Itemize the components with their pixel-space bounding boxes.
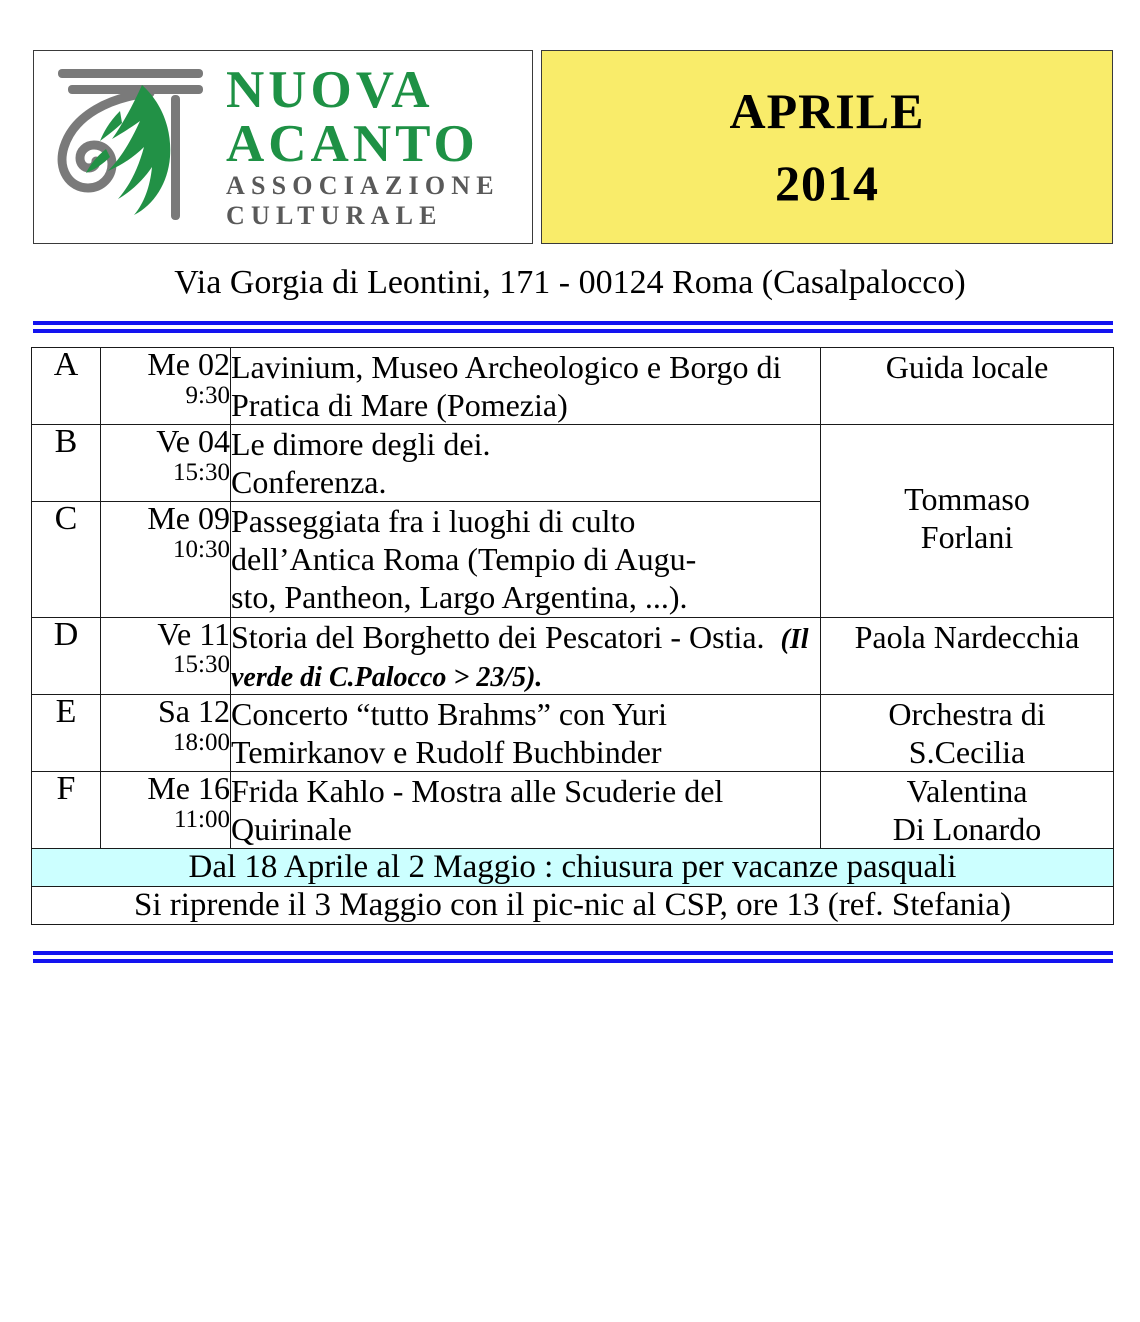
- row-day: Me 02: [147, 346, 230, 382]
- row-event-line: sto, Pantheon, Largo Argentina, ...).: [231, 579, 688, 616]
- row-time: 15:30: [173, 651, 230, 679]
- row-event: Concerto “tutto Brahms” con Yuri Temirkanov e Rudolf Buchbinder: [231, 695, 821, 772]
- logo-line-nuova: NUOVA: [226, 61, 434, 120]
- row-who: [821, 695, 1114, 772]
- restart-notice-row: [32, 887, 1114, 925]
- row-day: Sa 12: [158, 693, 230, 730]
- row-day: Me 09: [147, 500, 230, 537]
- row-time: 15:30: [173, 458, 230, 486]
- row-event-text: Storia del Borghetto dei Pescatori - Ostia.: [231, 618, 765, 655]
- row-who: [821, 425, 1114, 617]
- row-event-note: (Il verde di C.Palocco > 23/5).: [231, 623, 809, 693]
- row-event-line: Passeggiata fra i luoghi di culto: [231, 503, 636, 540]
- logo-line-associazione: ASSOCIAZIONE: [226, 171, 500, 201]
- row-who: Guida locale: [821, 348, 1114, 425]
- row-event: [231, 425, 821, 502]
- logo-line-acanto: ACANTO: [226, 115, 479, 174]
- row-time: 10:30: [173, 535, 230, 563]
- table-row: [32, 348, 1114, 425]
- row-date: [101, 425, 231, 502]
- row-who-line: Orchestra di: [888, 696, 1046, 733]
- row-date: [101, 695, 231, 772]
- year-number: 2014: [775, 155, 879, 211]
- divider-bar-lower: [33, 329, 1113, 333]
- row-time: 9:30: [185, 381, 230, 409]
- row-who-line: Valentina: [906, 773, 1028, 810]
- divider-bottom: [33, 951, 1113, 963]
- row-day: Ve 04: [156, 423, 230, 460]
- closure-notice-row: [32, 849, 1114, 887]
- table-row: [32, 425, 1114, 502]
- row-who: [821, 772, 1114, 849]
- row-time: 11:00: [173, 805, 230, 833]
- row-event: [231, 617, 821, 695]
- document-header: [33, 50, 1113, 244]
- divider-bar-lower: [33, 959, 1113, 963]
- row-day: Ve 11: [157, 615, 230, 652]
- row-date: [101, 502, 231, 617]
- logo-wordmark: [220, 63, 528, 231]
- month-name: APRILE: [729, 83, 925, 139]
- row-letter: E: [32, 695, 101, 772]
- table-row: [32, 695, 1114, 772]
- month-title-box: [541, 50, 1113, 244]
- row-who-line: Di Lonardo: [892, 811, 1042, 848]
- table-row: [32, 772, 1114, 849]
- restart-notice: Si riprende il 3 Maggio con il pic-nic al CSP, ore 13 (ref. Stefania): [32, 887, 1114, 925]
- row-event: Lavinium, Museo Archeologico e Borgo di Pratica di Mare (Pomezia): [231, 348, 821, 425]
- row-who: Paola Nardecchia: [821, 617, 1114, 695]
- row-letter: C: [32, 502, 101, 617]
- row-day: Me 16: [147, 770, 230, 807]
- row-who-line: S.Cecilia: [908, 734, 1026, 771]
- table-row: [32, 617, 1114, 695]
- address-line: Via Gorgia di Leontini, 171 - 00124 Roma (Casalpalocco): [174, 264, 966, 301]
- row-time: 18:00: [173, 728, 230, 756]
- row-date: [101, 348, 231, 425]
- row-event: [231, 502, 821, 617]
- row-event: Frida Kahlo - Mostra alle Scuderie del Quirinale: [231, 772, 821, 849]
- schedule-table: [31, 347, 1114, 925]
- divider-top: [33, 321, 1113, 333]
- logo-line-culturale: CULTURALE: [226, 201, 443, 231]
- logo-box: [33, 50, 533, 244]
- row-letter: B: [32, 425, 101, 502]
- acanthus-corbel-logo-icon: [50, 63, 220, 231]
- row-letter: F: [32, 772, 101, 849]
- row-date: [101, 617, 231, 695]
- row-event-line: Conferenza.: [231, 464, 387, 501]
- row-event-line: Le dimore degli dei.: [231, 426, 491, 463]
- row-letter: D: [32, 617, 101, 695]
- closure-notice: Dal 18 Aprile al 2 Maggio : chiusura per vacanze pasquali: [32, 849, 1114, 887]
- row-event-line: dell’Antica Roma (Tempio di Augu-: [231, 541, 697, 578]
- row-who-line: Tommaso: [904, 480, 1030, 517]
- row-letter: A: [32, 348, 101, 425]
- row-who-line: Forlani: [920, 518, 1014, 555]
- row-date: [101, 772, 231, 849]
